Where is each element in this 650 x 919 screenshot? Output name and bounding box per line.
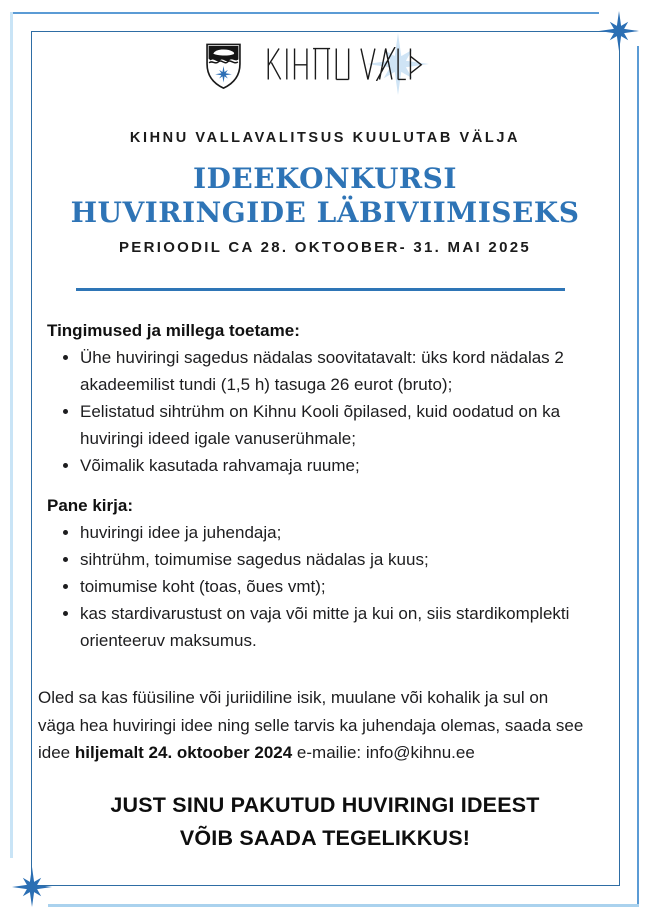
main-title-line1: IDEEKONKURSI (193, 162, 457, 195)
slogan-line2: VÕIB SAADA TEGELIKKUS! (179, 826, 471, 850)
closing-line1: Oled sa kas füüsiline või juriidiline isik, muulane või kohalik ja sul on (38, 688, 549, 707)
closing-line3-pre: idee (38, 743, 75, 762)
blue-divider (76, 288, 565, 291)
closing-paragraph (38, 684, 616, 767)
list-item: • huviringi idee ja juhendaja; (80, 519, 577, 546)
main-title-line2: HUVIRINGIDE LÄBIVIIMISEKS (70, 196, 580, 229)
compass-star-icon (599, 11, 639, 51)
contact-email-text: e-mailie: info@kihnu.ee (292, 743, 475, 762)
list-item: • Ühe huviringi sagedus nädalas soovitatavalt: üks kord nädalas 2 akadeemilist tundi (1,5 h) tasuga 26 eurot (bruto); (80, 344, 577, 398)
closing-line2: väga hea huviringi idee ning selle tarvis ka juhendaja olemas, saada see (38, 715, 584, 735)
slogan-line1: JUST SINU PAKUTUD HUVIRINGI IDEEST (110, 793, 540, 817)
compass-star-icon (12, 867, 52, 907)
list-item: • sihtrühm, toimumise sagedus nädalas ja kuus; (80, 546, 577, 573)
body-content (47, 317, 577, 654)
section-heading: Pane kirja: (47, 496, 133, 515)
kihnu-vald-wordmark (243, 47, 445, 81)
outer-border-top (11, 12, 599, 14)
announcement-line: KIHNU VALLAVALITSUS KUULUTAB VÄLJA (129, 130, 521, 146)
section-conditions (47, 317, 577, 479)
section-write-down (47, 492, 577, 654)
list-item: • kas stardivarustust on vaja või mitte ja kui on, siis stardikomplekti orienteeruv maksumus. (80, 600, 577, 654)
write-down-list (47, 519, 577, 654)
list-item: • Eelistatud sihtrühm on Kihnu Kooli õpilased, kuid oodatud on ka huviringi ideed igale vanuserühmale; (80, 398, 577, 452)
slogan (0, 789, 650, 855)
outer-border-bottom (48, 904, 639, 907)
list-item: • Võimalik kasutada rahvamaja ruume; (80, 452, 577, 479)
closing-line3 (38, 739, 616, 767)
period-line: PERIOODIL CA 28. OKTOOBER- 31. MAI 2025 (118, 239, 531, 256)
conditions-list (47, 344, 577, 479)
section-heading: Tingimused ja millega toetame: (47, 321, 300, 340)
list-item: • toimumise koht (toas, õues vmt); (80, 573, 577, 600)
deadline-text: hiljemalt 24. oktoober 2024 (74, 743, 293, 762)
kihnu-coat-of-arms (205, 42, 242, 90)
